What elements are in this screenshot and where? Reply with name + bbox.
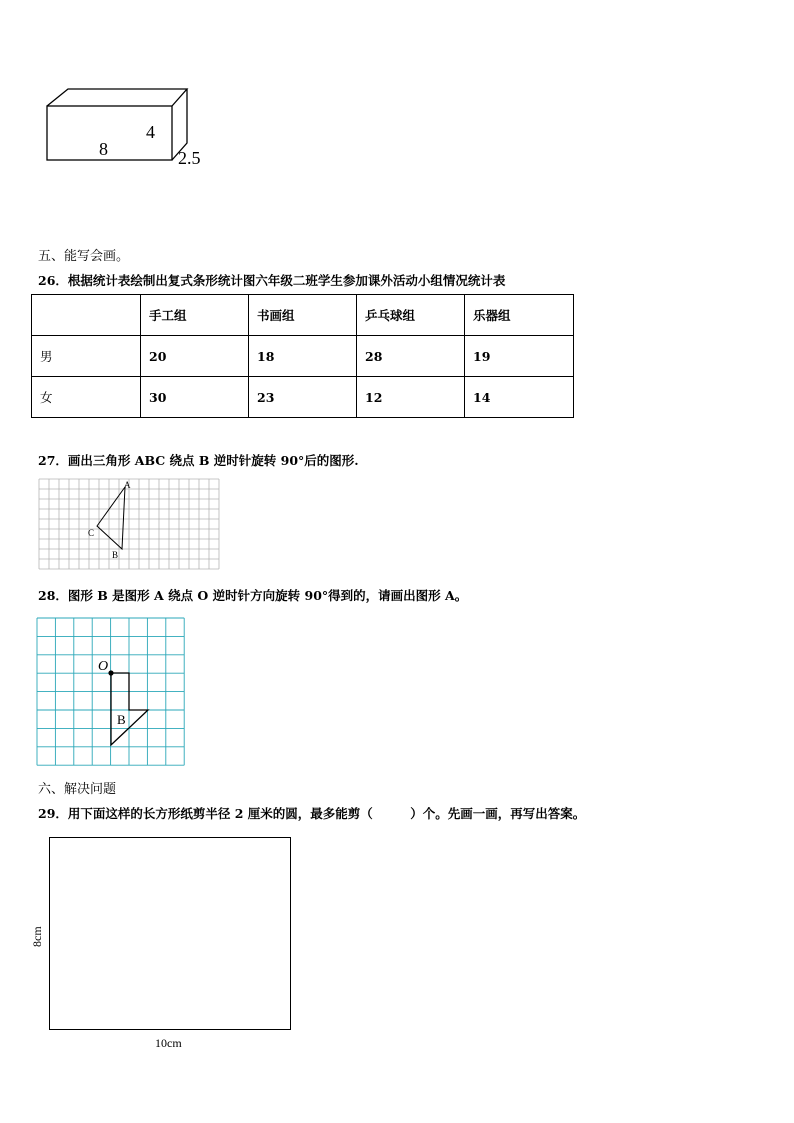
table-cell: 18 bbox=[249, 336, 357, 377]
question-28-text: 28．图形 B 是图形 A 绕点 O 逆时针方向旋转 90°得到的，请画出图形 A。 bbox=[38, 588, 468, 603]
point-b-label: B bbox=[112, 550, 119, 560]
paper-rectangle bbox=[49, 837, 291, 1030]
figure-b bbox=[111, 673, 148, 745]
table-header-row bbox=[32, 295, 574, 336]
rectangle-width-label: 10cm bbox=[155, 1036, 182, 1050]
cuboid-width-label: 2.5 bbox=[178, 148, 201, 168]
point-c-label: C bbox=[88, 528, 95, 538]
table-header-cell bbox=[32, 295, 141, 336]
figure-b-label: B bbox=[117, 712, 126, 727]
table-row bbox=[32, 336, 574, 377]
cuboid-top-face bbox=[47, 89, 187, 106]
cuboid-height-label: 4 bbox=[146, 122, 155, 142]
table-header-cell: 乐器组 bbox=[465, 295, 574, 336]
section-five-title: 五、能写会画。 bbox=[38, 249, 130, 264]
q27-grid-figure bbox=[38, 478, 220, 574]
table-cell: 12 bbox=[357, 377, 465, 418]
question-27-text: 27．画出三角形 ABC 绕点 B 逆时针旋转 90°后的图形. bbox=[38, 453, 359, 468]
point-o-label: O bbox=[98, 659, 109, 674]
activity-statistics-table bbox=[31, 294, 574, 418]
point-a-label: A bbox=[124, 480, 131, 490]
table-header-cell: 书画组 bbox=[249, 295, 357, 336]
table-header-cell: 乒乓球组 bbox=[357, 295, 465, 336]
point-o bbox=[108, 670, 113, 675]
table-cell: 14 bbox=[465, 377, 574, 418]
row-label: 男 bbox=[32, 336, 141, 377]
table-cell: 19 bbox=[465, 336, 574, 377]
cuboid-length-label: 8 bbox=[99, 139, 108, 159]
triangle-abc bbox=[97, 487, 125, 549]
table-cell: 23 bbox=[249, 377, 357, 418]
question-26-text: 26．根据统计表绘制出复式条形统计图六年级二班学生参加课外活动小组情况统计表 bbox=[38, 273, 506, 288]
table-row bbox=[32, 377, 574, 418]
q28-grid-figure bbox=[36, 617, 188, 767]
q27-grid bbox=[39, 479, 219, 569]
question-29-text: 29．用下面这样的长方形纸剪半径 2 厘米的圆，最多能剪（ ）个。先画一画，再写出答案。 bbox=[38, 806, 586, 821]
rectangle-height-label: 8cm bbox=[30, 926, 44, 947]
row-label: 女 bbox=[32, 377, 141, 418]
table-cell: 20 bbox=[141, 336, 249, 377]
table-header-cell: 手工组 bbox=[141, 295, 249, 336]
table-cell: 28 bbox=[357, 336, 465, 377]
table-cell: 30 bbox=[141, 377, 249, 418]
section-six-title: 六、解决问题 bbox=[38, 782, 117, 797]
